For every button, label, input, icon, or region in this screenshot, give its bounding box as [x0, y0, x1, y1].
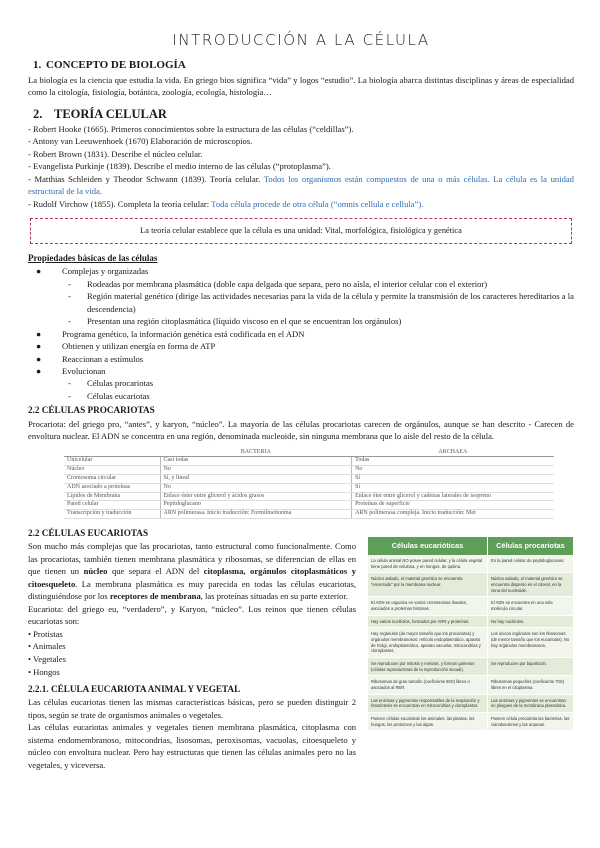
animal-vegetal-heading: 2.2.1. CÉLULA EUCARIOTA ANIMAL Y VEGETAL	[28, 684, 241, 695]
section-heading-biologia	[28, 58, 574, 74]
list-item	[28, 340, 574, 352]
table-cell: ARN polimerasa compleja. Inicio traducción: Met	[352, 510, 554, 519]
sub-list-item	[28, 377, 574, 389]
table-cell: Lípidos de Membrana	[64, 492, 160, 501]
bullet-icon: ●	[36, 266, 42, 277]
table-cell: Pared celular	[64, 501, 160, 510]
table-row	[64, 483, 554, 492]
table-row	[368, 555, 574, 573]
eucariotas-text-column	[28, 525, 356, 771]
dash-icon: -	[68, 316, 71, 327]
table-row	[368, 628, 574, 658]
table-header: ARCHAEA	[352, 449, 554, 457]
kingdom-item: • Vegetales	[28, 654, 66, 665]
table-row	[368, 615, 574, 628]
table-cell: Poseen células eucariotas los animales, las plantas, los hongos, los protozoos y las algas.	[368, 713, 487, 731]
eucariotas-table-column	[356, 525, 574, 771]
table-row	[64, 501, 554, 510]
text-run: , las proteínas situadas en su parte exterior.	[200, 591, 348, 602]
table-cell: No	[352, 466, 554, 475]
table-cell: Casi todas	[160, 457, 352, 466]
sub-list-item-text: Células eucariotas	[87, 390, 150, 401]
sub-list-item	[28, 390, 574, 402]
table-cell: Poseen célula procariota las bacterias, las cianobacterias y las arqueas.	[487, 713, 573, 731]
sub-list-item-text: Presentan una región citoplasmática (líquido viscoso en el que se encuentran los orgánulos)	[87, 316, 402, 327]
table-cell: Sí	[352, 475, 554, 484]
sub-list-item-text: Rodeadas por membrana plasmática (doble capa delgada que separa, pero no aísla, el interior celular con el exterior)	[87, 278, 488, 289]
eucariotas-heading: 2.2 CÉLULAS EUCARIOTAS	[28, 527, 149, 538]
table-cell: Unicelular	[64, 457, 160, 466]
table-header-row	[368, 537, 574, 555]
list-item	[28, 265, 574, 277]
procariotas-heading: 2.2 CÉLULAS PROCARIOTAS	[28, 405, 155, 416]
bold-term: citoplasma, orgánulos citoplasmáticos y citoesqueleto	[28, 566, 356, 589]
list-item-text: Obtienen y utilizan energía en forma de ATP	[62, 341, 216, 352]
bullet-icon: ●	[36, 366, 42, 376]
section-title: CONCEPTO DE BIOLOGÍA	[46, 59, 186, 71]
text-run: . La membrana plasmática es muy parecida en todas las células eucariotas, distinguiéndose por los	[28, 578, 356, 602]
table-header	[64, 449, 160, 457]
table-header-row	[64, 449, 554, 457]
list-item-text: Programa genético, la información genética está codificada en el ADN	[62, 328, 305, 339]
table-cell: Enlace éter entre glicerol y cadenas laterales de isopreno	[352, 492, 554, 501]
bullet-icon: ●	[36, 328, 42, 339]
table-cell: Transcripción y traducción	[64, 510, 160, 519]
sub-list-item-text: Región material genético (dirige las actividades necesarias para la vida de la célula y permite la transmisión de los caracteres hereditarios a la descendencia)	[87, 291, 574, 314]
section-number: 2.	[33, 106, 43, 121]
teoria-item-schleiden	[28, 173, 574, 198]
table-cell: Las enzimas y pigmentos se encuentran en pliegues de la membrana plasmática.	[487, 694, 573, 712]
list-item	[28, 365, 574, 377]
table-cell: Cromosoma circular	[64, 475, 160, 484]
table-cell: ADN asociado a proteínas	[64, 483, 160, 492]
sub-list-item	[28, 290, 574, 315]
table-cell: No hay nucléolos.	[487, 615, 573, 628]
table-cell: Proteínas de superficie	[352, 501, 554, 510]
table-cell: ARN polimerasa. Inicio traducción: Formilmetionina	[160, 510, 352, 519]
table-row	[368, 713, 574, 731]
section-number: 1.	[33, 59, 42, 71]
table-cell: Las enzimas y pigmentos responsables de la respiración y fotosíntesis se encuentran en mitocondrias y cloroplastos.	[368, 694, 487, 712]
section-heading-teoria	[28, 105, 574, 123]
list-item-text: Reaccionan a estímulos	[62, 353, 144, 364]
list-item-text: Complejas y organizadas	[62, 266, 149, 277]
list-item	[28, 328, 574, 340]
table-cell: Ribosomas pequeños (coeficiente 70S) libres en el citoplasma.	[487, 676, 573, 694]
dash-icon: -	[68, 278, 71, 289]
table-cell: Se reproducen por mitosis y meiosis, y forman gametos (células reproductoras de la reproducción sexual).	[368, 658, 487, 676]
table-cell: Sí	[352, 483, 554, 492]
kingdom-list	[28, 628, 356, 680]
table-cell: No	[160, 483, 352, 492]
table-header: BACTERIA	[160, 449, 352, 457]
table-cell: Los únicos orgánulos son los ribosomas (de menor tamaño que los eucariotas). No hay orgánulos membranosos.	[487, 628, 573, 658]
bold-term: receptores de membrana	[109, 591, 201, 602]
table-cell: El ADN se encuentra en una sola molécula circular.	[487, 597, 573, 615]
page-title: INTRODUCCIÓN A LA CÉLULA	[172, 31, 430, 49]
table-cell: Enlace éster entre glicerol y ácidos grasos	[160, 492, 352, 501]
animal-vegetal-paragraph: Las células eucariotas animales y vegetales tienen membrana plasmática, citoplasma con sistema endomembranoso, mitocondrias, lisosomas, peroxisomas, vacuolas, citoesqueleto y núcleo con envoltura nuclear. Pero hay estructuras que tienen las células animales pero no las vegetales, y viceversa.	[28, 722, 356, 770]
teoria-list	[28, 123, 574, 210]
teoria-item-virchow	[28, 198, 574, 210]
teoria-item: - Robert Hooke (1665). Primeros conocimientos sobre la estructura de las células (“celdillas”).	[28, 123, 354, 134]
table-row	[368, 676, 574, 694]
teoria-highlight: Toda célula procede de otra célula (“omnis cellula e cellula”).	[211, 198, 424, 209]
teoria-item: - Robert Brown (1831). Describe el núcleo celular.	[28, 148, 203, 159]
teoria-summary-box: La teoría celular establece que la célula es una unidad: Vital, morfológica, fisiológica y genética	[30, 218, 572, 244]
eucariotas-paragraph	[28, 540, 356, 602]
table-row	[64, 510, 554, 519]
table-row	[368, 658, 574, 676]
table-row	[64, 492, 554, 501]
table-cell: Hay varios nucléolos, formados por ARN y proteínas.	[368, 615, 487, 628]
sub-list-item-text: Células procariotas	[87, 378, 154, 389]
list-item-text: Evolucionan	[62, 366, 106, 376]
teoria-item-text: - Matthias Schleiden y Theodor Schwann (1839). Teoría celular.	[28, 173, 264, 184]
table-cell: Ribosomas de gran tamaño (coeficiente 80S) libres o asociados al RER.	[368, 676, 487, 694]
table-cell: Sí, y lineal	[160, 475, 352, 484]
eucariota-definition: Eucariota: del griego eu, “verdadero”, y Karyon, “núcleo”. Los reinos que tienen células eucariotas son:	[28, 603, 356, 627]
dash-icon: -	[68, 291, 71, 302]
bold-term: núcleo	[83, 566, 108, 577]
teoria-item: - Antony van Leeuwenhoek (1670) Elaboración de microscopios.	[28, 136, 253, 147]
table-cell: Núcleo	[64, 466, 160, 475]
sub-list-item	[28, 278, 574, 290]
table-row	[64, 466, 554, 475]
table-cell: Todas	[352, 457, 554, 466]
text-run: Son mucho más complejas que las procariotas, tanto estructural como funcionalmente. Como las procariotas, también tienen membrana plasmática y ribosomas, se diferencian de ellas en que tienen un	[28, 541, 356, 577]
kingdom-item: • Hongos	[28, 667, 60, 678]
dash-icon: -	[68, 378, 71, 389]
table-cell: Núcleo aislado, el material genético se encuentra “encerrado” por la membrana nuclear.	[368, 573, 487, 597]
dash-icon: -	[68, 390, 71, 401]
table-cell: El ADN se organiza en varios cromosomas lineales, asociados a proteínas histonas.	[368, 597, 487, 615]
propiedades-heading: Propiedades básicas de las células	[28, 253, 158, 264]
kingdom-item: • Protistas	[28, 628, 63, 639]
table-cell: En la pared celular de peptidoglucanos.	[487, 555, 573, 573]
eucariotas-section	[28, 525, 574, 771]
table-cell: Se reproducen por bipartición.	[487, 658, 573, 676]
teoria-highlight: Todos los organismos están compuestos de una o más células. La célula es la unidad estructural de la vida.	[28, 173, 574, 197]
procariotas-paragraph: Procariota: del griego pro, “antes”, y karyon, “núcleo”. La mayoría de las células procariotas carecen de orgánulos, aunque se han descrito - Carecen de envoltura nuclear. El ADN se concentra en una región, denominada nucleoide, sin ninguna membrana que lo aísle del resto de la célula.	[28, 418, 574, 442]
table-header: Células eucarióticas	[368, 537, 487, 555]
table-header: Células procariotas	[487, 537, 573, 555]
table-row	[64, 475, 554, 484]
table-cell: Hay orgánulos (de mayor tamaño que los procariotas) y orgánulos membranosos: retículo endoplasmático, aparato de Golgi, endoplasmático, aparato vacuolar, mitocondrias y cloroplastos.	[368, 628, 487, 658]
table-row	[368, 694, 574, 712]
kingdom-item: • Animales	[28, 641, 66, 652]
table-cell: La célula animal NO posee pared celular, y la célula vegetal tiene pared de celulosa, y en hongos, de quitina.	[368, 555, 487, 573]
sub-list-item	[28, 315, 574, 327]
bullet-icon: ●	[36, 353, 42, 364]
table-row	[64, 457, 554, 466]
bullet-icon: ●	[36, 341, 42, 352]
table-row	[368, 597, 574, 615]
comparison-table	[368, 537, 574, 731]
text-run: que separa el ADN del	[107, 566, 204, 577]
table-cell: Núcleo aislado, el material genético se encuentra disperso en el citosol, en la zona del nucleoide.	[487, 573, 573, 597]
bacteria-archaea-table	[64, 449, 554, 519]
teoria-item-text: - Rudolf Virchow (1855). Completa la teoría celular:	[28, 198, 212, 209]
teoria-item: - Evangelista Purkinje (1839). Describe el medio interno de las células (“protoplasma”).	[28, 161, 331, 172]
animal-vegetal-paragraph: Las células eucariotas tienen las mismas características básicas, pero se pueden distinguir 2 tipos, según se trate de organismos animales o vegetales.	[28, 697, 356, 720]
biologia-paragraph: La biología es la ciencia que estudia la vida. En griego bios significa “vida” y logos “estudio”. La biología abarca distintas disciplinas y áreas de especialidad como la citología, fisiología, botánica, zoología, ecología, histología…	[28, 74, 574, 98]
list-item	[28, 353, 574, 365]
section-title: TEORÍA CELULAR	[54, 106, 167, 121]
table-cell: No	[160, 466, 352, 475]
table-row	[368, 573, 574, 597]
table-cell: Peptidoglucano	[160, 501, 352, 510]
